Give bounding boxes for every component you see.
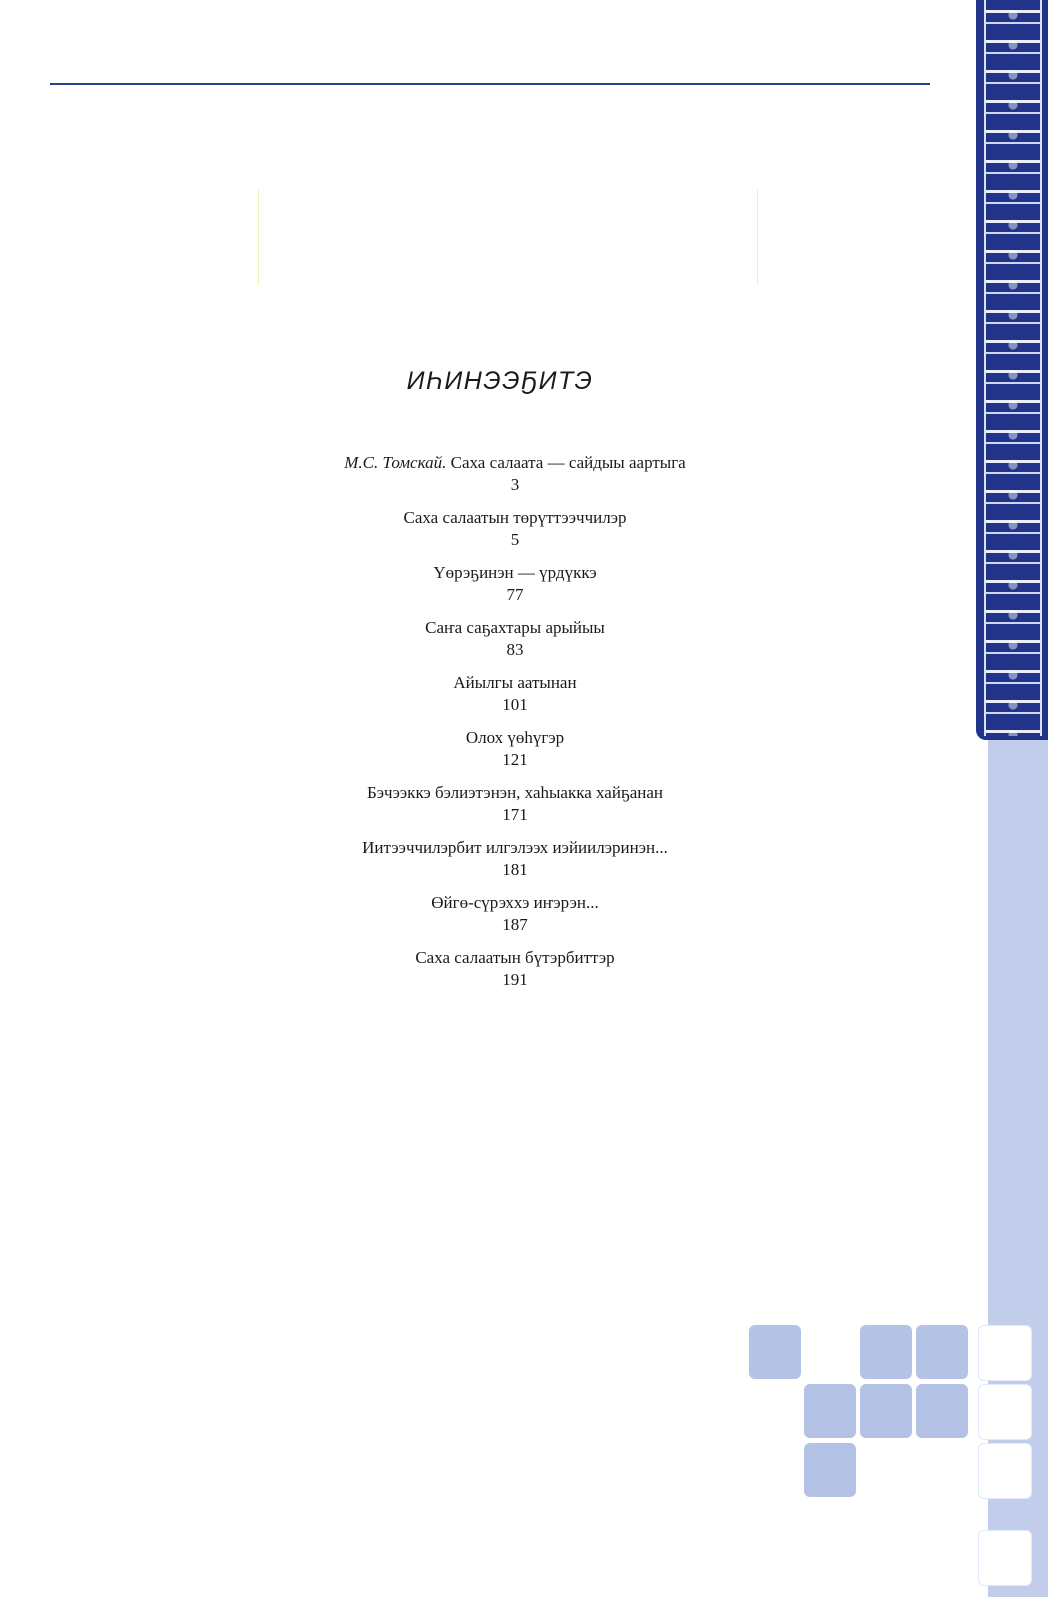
toc-entry-title: Иитээччилэрбит илгэлээх иэйиилэринэн...: [362, 838, 668, 857]
decor-tile: [804, 1384, 856, 1438]
toc-entry[interactable]: [265, 617, 765, 672]
decor-tile: [978, 1384, 1032, 1440]
toc-entry-title: Бэчээккэ бэлиэтэнэн, хаһыакка хайҕанан: [366, 783, 663, 802]
toc-entry-title: Үөрэҕинэн — үрдүккэ: [433, 563, 597, 582]
toc-entry-page: 77: [506, 585, 524, 604]
toc-entry[interactable]: [265, 562, 765, 617]
decor-tile: [749, 1325, 801, 1379]
decor-tile: [804, 1443, 856, 1497]
toc-entry[interactable]: [265, 892, 765, 947]
toc-entry-title: Олох үөһүгэр: [465, 728, 565, 747]
toc-entry-title-line: [265, 727, 765, 749]
decor-tile: [978, 1325, 1032, 1381]
table-of-contents: [265, 452, 765, 1002]
toc-entry[interactable]: [265, 782, 765, 837]
faint-guide-right: [757, 190, 758, 285]
toc-entry-page: 3: [510, 475, 520, 494]
toc-entry-page: 171: [502, 805, 528, 824]
decor-tile: [860, 1384, 912, 1438]
toc-entry-title-line: [265, 782, 765, 804]
toc-entry-title-line: [265, 837, 765, 859]
toc-entry[interactable]: [265, 947, 765, 1002]
toc-entry-title: Саха салаатын төрүттээччилэр: [403, 508, 627, 527]
toc-entry-page: 101: [502, 695, 528, 714]
toc-entry-title-line: [265, 947, 765, 969]
toc-entry-title-line: [265, 507, 765, 529]
toc-entry-page: 187: [502, 915, 528, 934]
toc-entry-title: Айылгы аатынан: [453, 673, 577, 692]
toc-entry-page: 181: [502, 860, 528, 879]
toc-entry-title: Саҥа саҕахтары арыйыы: [425, 618, 605, 637]
toc-entry-title: Саха салаатын бүтэрбиттэр: [415, 948, 615, 967]
header-rule: [50, 83, 930, 85]
toc-entry-page: 121: [502, 750, 528, 769]
toc-entry-title-line: [265, 892, 765, 914]
decor-tile: [978, 1443, 1032, 1499]
toc-entry-title-line: [265, 562, 765, 584]
toc-entry-title: Өйгө-сүрэххэ иҥэрэн...: [431, 893, 599, 912]
decor-tile: [916, 1325, 968, 1379]
decor-tile: [916, 1384, 968, 1438]
contents-heading: ИҺИНЭЭҔИТЭ: [406, 367, 594, 395]
toc-entry[interactable]: [265, 672, 765, 727]
toc-entry-title: Саха салаата — сайдыы аартыга: [450, 453, 686, 472]
decor-tile: [978, 1530, 1032, 1586]
toc-entry-title-line: [265, 617, 765, 639]
toc-entry-title-line: [265, 672, 765, 694]
decor-tile: [860, 1325, 912, 1379]
toc-entry-page: 191: [502, 970, 528, 989]
toc-entry-author: М.С. Томскай.: [344, 453, 447, 472]
toc-entry[interactable]: [265, 507, 765, 562]
toc-entry[interactable]: [265, 452, 765, 507]
toc-entry[interactable]: [265, 727, 765, 782]
toc-entry-page: 5: [510, 530, 520, 549]
toc-entry-page: 83: [506, 640, 524, 659]
faint-guide-left: [258, 190, 259, 285]
toc-entry[interactable]: [265, 837, 765, 892]
toc-entry-title-line: [265, 452, 765, 474]
